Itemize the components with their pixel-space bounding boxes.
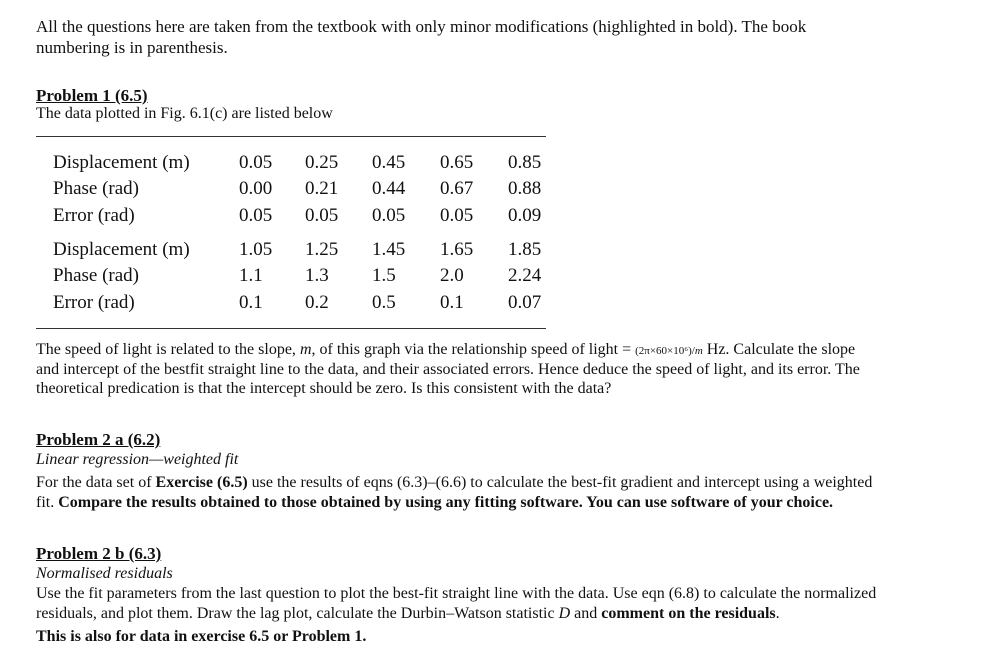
cell: 0.21 (305, 178, 339, 199)
cell: 0.5 (372, 292, 396, 313)
table-top-rule (36, 136, 546, 137)
problem-2b-line-2: residuals, and plot them. Draw the lag plot, calculate the Durbin–Watson statistic D and comment on the residuals. (36, 605, 780, 622)
row-label: Error (rad) (53, 205, 135, 226)
cell: 0.07 (508, 292, 542, 313)
cell: 1.5 (372, 265, 396, 286)
cell: 0.00 (239, 178, 273, 199)
cell: 0.88 (508, 178, 542, 199)
problem-2b-subtitle: Normalised residuals (36, 565, 173, 582)
row-label: Displacement (m) (53, 239, 190, 260)
cell: 1.85 (508, 239, 542, 260)
problem-2b-line-3: This is also for data in exercise 6.5 or Problem 1. (36, 628, 367, 645)
problem-2b-line-1: Use the fit parameters from the last question to plot the best-fit straight line with the data. Use eqn (6.8) to calculate the normalized (36, 585, 877, 602)
cell: 0.45 (372, 152, 406, 173)
cell: 1.25 (305, 239, 339, 260)
problem-1-para-line-3: theoretical predication is that the intercept should be zero. Is this consistent with the data? (36, 380, 612, 397)
row-label: Phase (rad) (53, 265, 139, 286)
cell: 1.1 (239, 265, 263, 286)
cell: 0.05 (239, 205, 273, 226)
problem-1-para-line-2: and intercept of the bestfit straight line to the data, and their associated errors. Hence deduce the speed of light, and its error. The (36, 361, 860, 378)
intro-line-2: numbering is in parenthesis. (36, 38, 228, 57)
problem-1-heading: Problem 1 (6.5) (36, 86, 148, 105)
cell: 0.05 (372, 205, 406, 226)
cell: 0.1 (440, 292, 464, 313)
cell: 2.24 (508, 265, 542, 286)
problem-2a-subtitle: Linear regression—weighted fit (36, 451, 239, 468)
table-bottom-rule (36, 328, 546, 329)
problem-2a-line-1: For the data set of Exercise (6.5) use the results of eqns (6.3)–(6.6) to calculate the best-fit gradient and intercept using a weighted (36, 474, 873, 491)
cell: 0.1 (239, 292, 263, 313)
problem-2a-heading: Problem 2 a (6.2) (36, 430, 161, 449)
cell: 0.25 (305, 152, 339, 173)
cell: 1.3 (305, 265, 329, 286)
cell: 0.05 (239, 152, 273, 173)
cell: 2.0 (440, 265, 464, 286)
cell: 1.45 (372, 239, 406, 260)
cell: 0.85 (508, 152, 542, 173)
cell: 0.09 (508, 205, 542, 226)
cell: 0.67 (440, 178, 474, 199)
row-label: Phase (rad) (53, 178, 139, 199)
cell: 1.05 (239, 239, 273, 260)
cell: 0.44 (372, 178, 406, 199)
problem-2b-heading: Problem 2 b (6.3) (36, 544, 162, 563)
problem-1-para-line-1: The speed of light is related to the slope, m, of this graph via the relationship speed of light = (2π×60×10⁶)/m Hz. Calculate the slope (36, 341, 856, 358)
cell: 0.2 (305, 292, 329, 313)
row-label: Displacement (m) (53, 152, 190, 173)
row-label: Error (rad) (53, 292, 135, 313)
cell: 0.05 (305, 205, 339, 226)
cell: 1.65 (440, 239, 474, 260)
problem-1-subtitle: The data plotted in Fig. 6.1(c) are listed below (36, 105, 333, 122)
problem-2a-line-2: fit. Compare the results obtained to those obtained by using any fitting software. You can use software of your choice. (36, 494, 834, 511)
cell: 0.05 (440, 205, 474, 226)
cell: 0.65 (440, 152, 474, 173)
intro-line-1: All the questions here are taken from the textbook with only minor modifications (highlighted in bold). The book (36, 17, 807, 36)
